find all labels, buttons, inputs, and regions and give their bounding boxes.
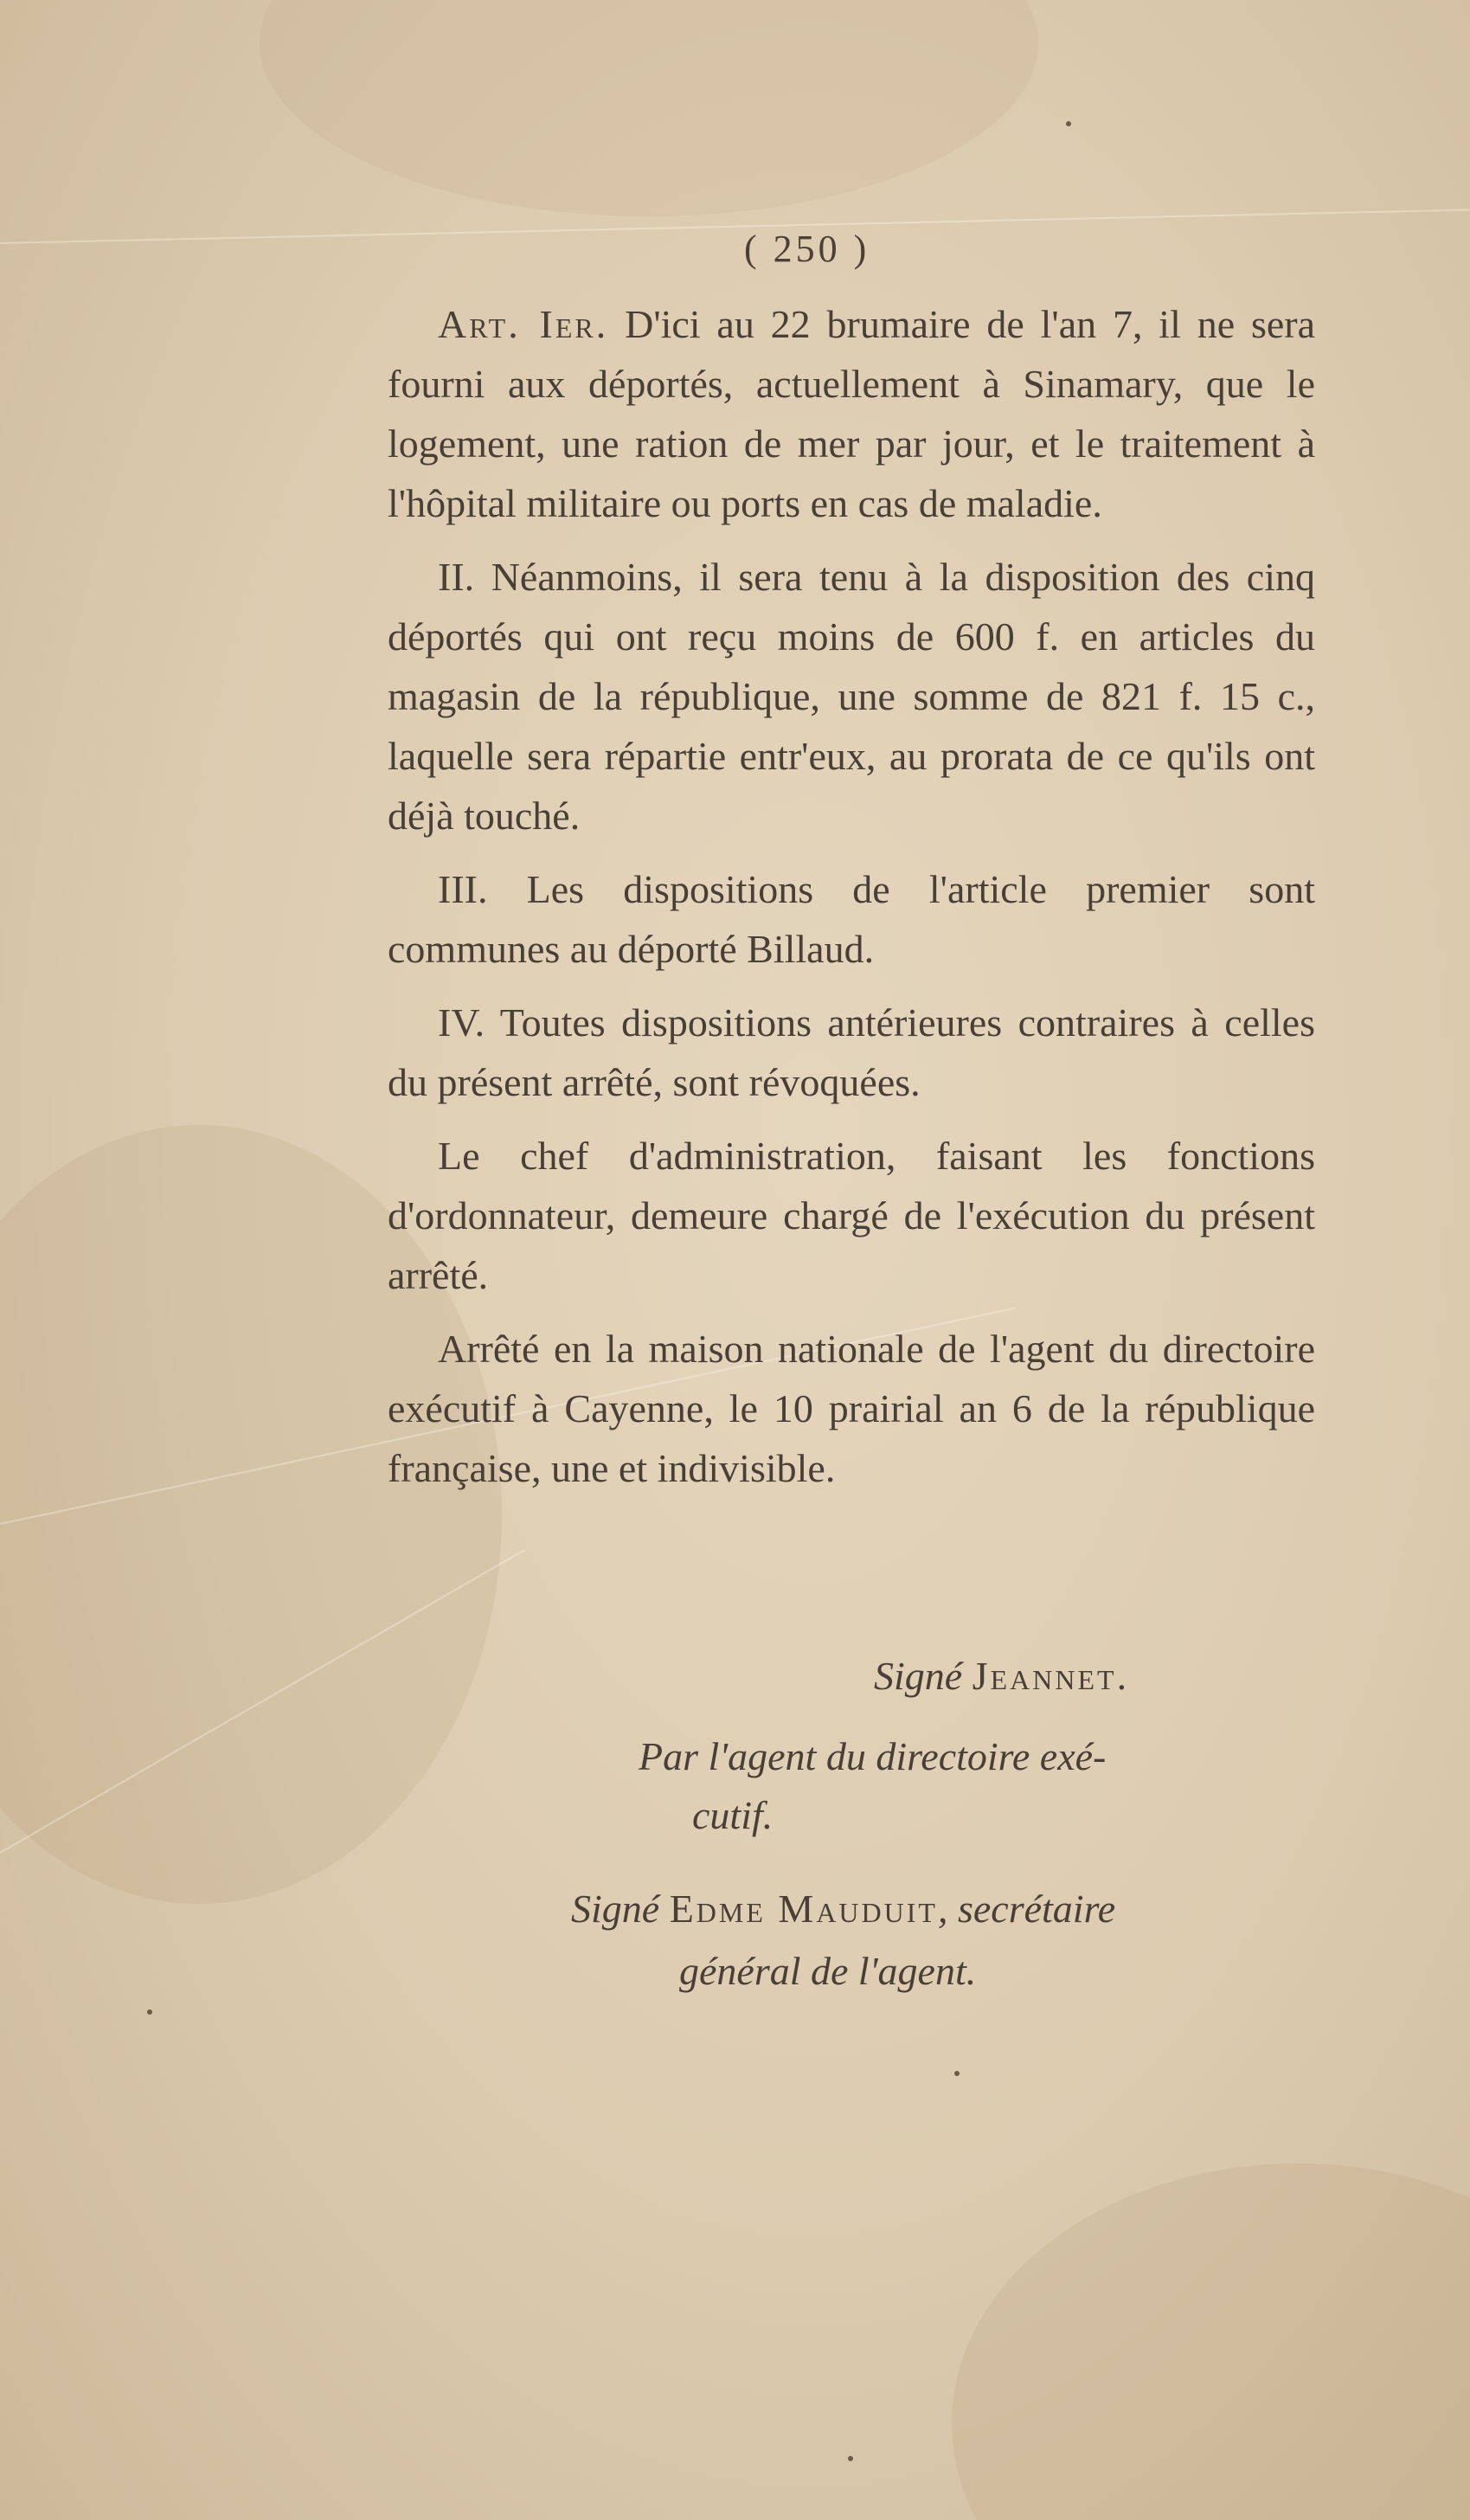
signe-label: Signé	[874, 1654, 963, 1698]
agent-line-2: cutif.	[692, 1793, 774, 1837]
arrete-clause: Arrêté en la maison nationale de l'agent du directoire exécutif à Cayenne, le 10 prairial an 6 de la république française, une et indivisible.	[388, 1327, 1315, 1490]
signature-mauduit-line-1	[571, 1878, 1332, 1940]
article-3: III. Les dispositions de l'article premier sont communes au déporté Billaud.	[388, 867, 1315, 971]
paper-crease	[0, 209, 1470, 244]
article-1-text: D'ici au 22 brumaire de l'an 7, il ne sera fourni aux déportés, actuellement à Sinamary, que le logement, une ration de mer par jour, et le traitement à l'hôpital militaire ou ports en cas de maladie.	[388, 302, 1316, 525]
agent-attribution	[639, 1727, 1357, 1845]
signatory-name: Edme Mauduit	[669, 1887, 938, 1931]
article-4: IV. Toutes dispositions antérieures contraires à celles du présent arrêté, sont révoquées.	[388, 1000, 1315, 1104]
paper-stain	[952, 2163, 1470, 2520]
signe-label: Signé	[571, 1887, 660, 1931]
article-2: II. Néanmoins, il sera tenu à la disposition des cinq déportés qui ont reçu moins de 600 f. en articles du magasin de la république, une somme de 821 f. 15 c., laquelle sera répartie entr'eux, au prorata de ce qu'ils ont déjà touché.	[388, 555, 1315, 838]
signature-mauduit-line-2: général de l'agent.	[679, 1949, 977, 1993]
article-1-label: Art. Ier.	[438, 302, 609, 346]
execution-clause: Le chef d'administration, faisant les fonctions d'ordonnateur, demeure chargé de l'exécution du présent arrêté.	[388, 1134, 1315, 1297]
agent-line-1: Par l'agent du directoire exé-	[639, 1734, 1107, 1778]
signature-jeannet	[874, 1653, 1129, 1699]
body-text	[388, 294, 1315, 1512]
signatory-name: Jeannet.	[972, 1654, 1130, 1698]
signature-mauduit	[571, 1878, 1332, 2002]
ink-speck	[1066, 121, 1071, 126]
ink-speck	[147, 2009, 152, 2015]
ink-speck	[848, 2456, 853, 2461]
page-number: ( 250 )	[744, 228, 870, 270]
signatory-title: , secrétaire	[937, 1887, 1116, 1931]
article-1	[388, 294, 1315, 533]
ink-speck	[954, 2071, 960, 2076]
paper-stain	[260, 0, 1038, 216]
